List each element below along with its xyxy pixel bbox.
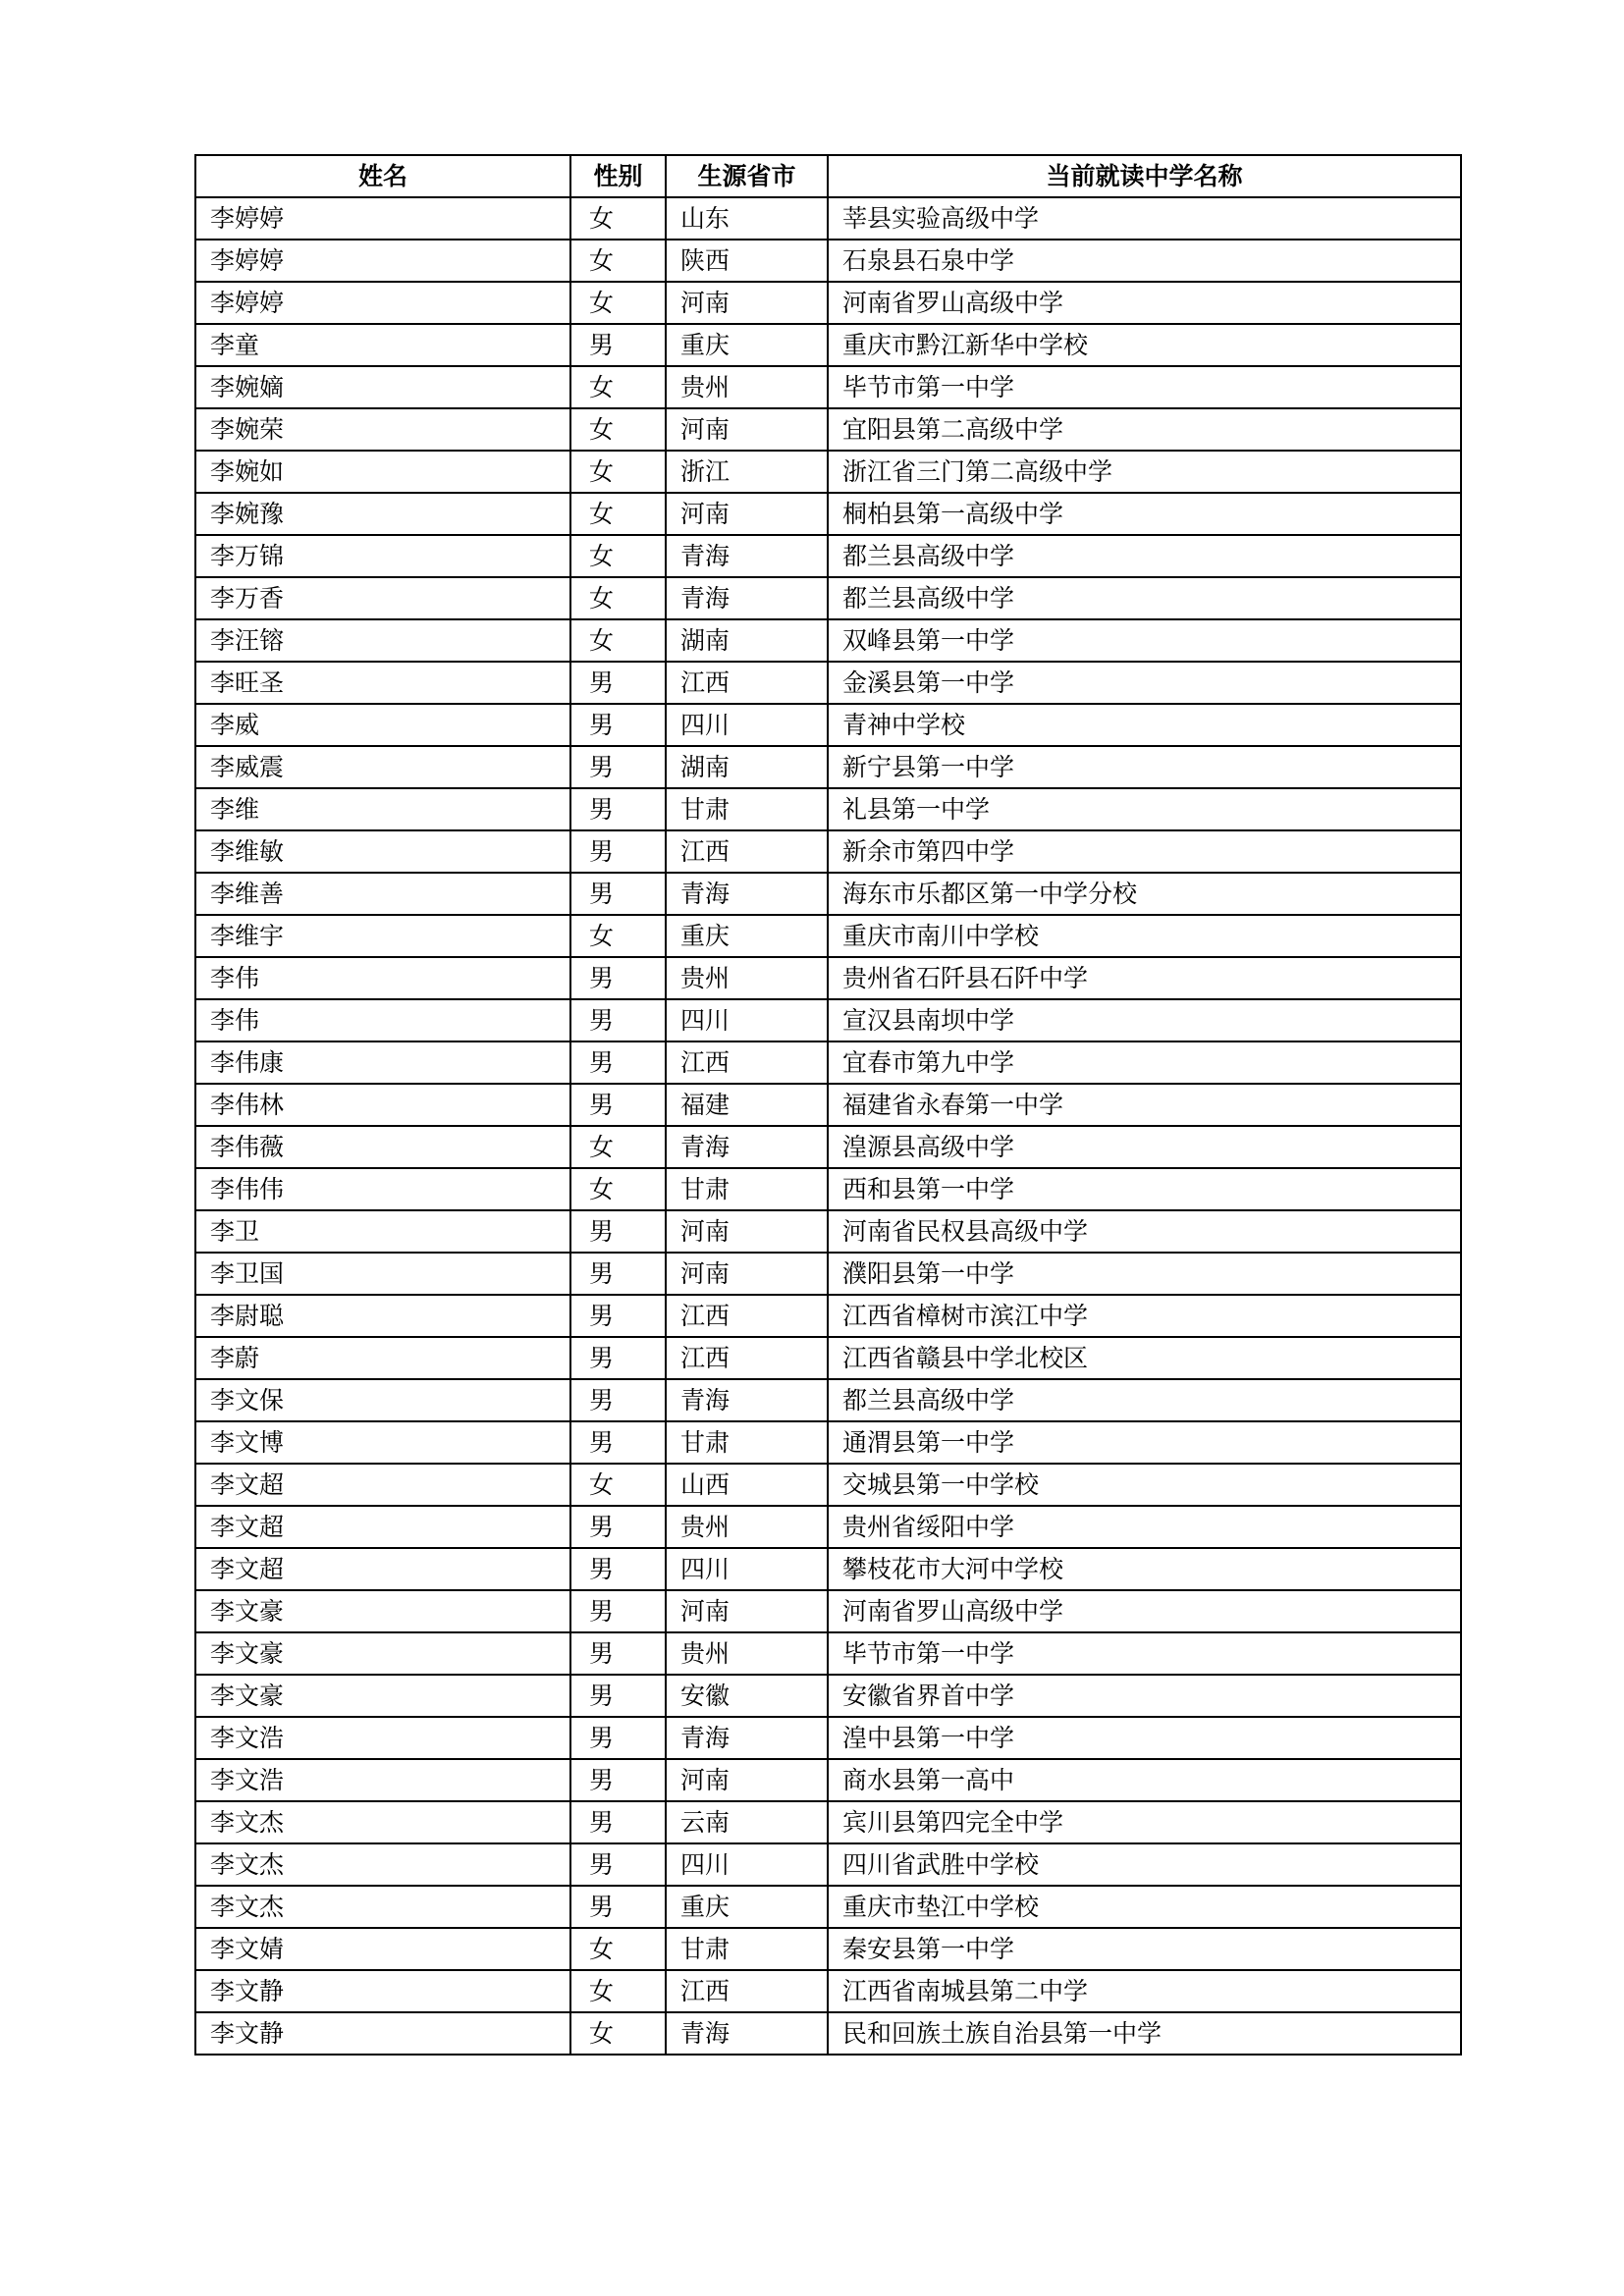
cell-school: 宜阳县第二高级中学 — [828, 408, 1461, 451]
cell-name: 李蔚 — [195, 1337, 570, 1379]
table-row — [195, 1590, 1461, 1632]
table-row — [195, 704, 1461, 746]
cell-province: 甘肃 — [666, 788, 828, 830]
table-row — [195, 197, 1461, 240]
cell-gender: 女 — [570, 1970, 666, 2012]
cell-gender: 女 — [570, 577, 666, 619]
table-row — [195, 1041, 1461, 1084]
table-row — [195, 324, 1461, 366]
cell-school: 民和回族土族自治县第一中学 — [828, 2012, 1461, 2055]
cell-province: 甘肃 — [666, 1421, 828, 1464]
table-row — [195, 873, 1461, 915]
cell-gender: 女 — [570, 451, 666, 493]
cell-province: 江西 — [666, 1041, 828, 1084]
cell-name: 李伟林 — [195, 1084, 570, 1126]
cell-gender: 男 — [570, 746, 666, 788]
cell-name: 李文婧 — [195, 1928, 570, 1970]
cell-gender: 男 — [570, 999, 666, 1041]
cell-province: 江西 — [666, 1970, 828, 2012]
cell-gender: 女 — [570, 282, 666, 324]
cell-province: 青海 — [666, 535, 828, 577]
cell-school: 都兰县高级中学 — [828, 577, 1461, 619]
cell-name: 李文杰 — [195, 1886, 570, 1928]
cell-name: 李卫国 — [195, 1253, 570, 1295]
table-row — [195, 1506, 1461, 1548]
cell-gender: 男 — [570, 1210, 666, 1253]
cell-province: 青海 — [666, 2012, 828, 2055]
cell-school: 宣汉县南坝中学 — [828, 999, 1461, 1041]
cell-province: 青海 — [666, 577, 828, 619]
cell-name: 李伟伟 — [195, 1168, 570, 1210]
cell-name: 李伟 — [195, 999, 570, 1041]
cell-name: 李威 — [195, 704, 570, 746]
table-row — [195, 619, 1461, 662]
cell-school: 重庆市垫江中学校 — [828, 1886, 1461, 1928]
cell-province: 河南 — [666, 1590, 828, 1632]
cell-gender: 女 — [570, 1168, 666, 1210]
cell-province: 河南 — [666, 1253, 828, 1295]
cell-name: 李文豪 — [195, 1590, 570, 1632]
student-table — [194, 154, 1462, 2056]
cell-school: 重庆市南川中学校 — [828, 915, 1461, 957]
cell-school: 贵州省石阡县石阡中学 — [828, 957, 1461, 999]
table-row — [195, 282, 1461, 324]
cell-gender: 女 — [570, 197, 666, 240]
cell-gender: 男 — [570, 1295, 666, 1337]
table-row — [195, 535, 1461, 577]
cell-school: 都兰县高级中学 — [828, 1379, 1461, 1421]
cell-province: 四川 — [666, 1843, 828, 1886]
table-row — [195, 451, 1461, 493]
cell-school: 湟源县高级中学 — [828, 1126, 1461, 1168]
table-row — [195, 1253, 1461, 1295]
table-row — [195, 1421, 1461, 1464]
table-row — [195, 1632, 1461, 1675]
header-school: 当前就读中学名称 — [828, 155, 1461, 197]
table-row — [195, 1464, 1461, 1506]
cell-province: 福建 — [666, 1084, 828, 1126]
cell-school: 新余市第四中学 — [828, 830, 1461, 873]
cell-province: 湖南 — [666, 746, 828, 788]
cell-gender: 男 — [570, 1337, 666, 1379]
cell-name: 李威震 — [195, 746, 570, 788]
cell-name: 李文豪 — [195, 1675, 570, 1717]
cell-school: 桐柏县第一高级中学 — [828, 493, 1461, 535]
header-gender: 性别 — [570, 155, 666, 197]
cell-school: 浙江省三门第二高级中学 — [828, 451, 1461, 493]
table-row — [195, 999, 1461, 1041]
table-row — [195, 662, 1461, 704]
header-name: 姓名 — [195, 155, 570, 197]
cell-province: 贵州 — [666, 1632, 828, 1675]
cell-name: 李维善 — [195, 873, 570, 915]
cell-gender: 男 — [570, 957, 666, 999]
cell-province: 山东 — [666, 197, 828, 240]
cell-school: 新宁县第一中学 — [828, 746, 1461, 788]
cell-gender: 女 — [570, 408, 666, 451]
cell-gender: 女 — [570, 535, 666, 577]
cell-name: 李万锦 — [195, 535, 570, 577]
cell-gender: 男 — [570, 1253, 666, 1295]
cell-school: 礼县第一中学 — [828, 788, 1461, 830]
cell-name: 李文静 — [195, 1970, 570, 2012]
cell-school: 重庆市黔江新华中学校 — [828, 324, 1461, 366]
cell-school: 商水县第一高中 — [828, 1759, 1461, 1801]
table-row — [195, 915, 1461, 957]
cell-gender: 男 — [570, 662, 666, 704]
cell-school: 河南省罗山高级中学 — [828, 1590, 1461, 1632]
table-row — [195, 1928, 1461, 1970]
cell-name: 李文杰 — [195, 1801, 570, 1843]
table-row — [195, 1843, 1461, 1886]
cell-province: 河南 — [666, 1210, 828, 1253]
table-row — [195, 830, 1461, 873]
cell-school: 金溪县第一中学 — [828, 662, 1461, 704]
cell-province: 甘肃 — [666, 1168, 828, 1210]
cell-school: 濮阳县第一中学 — [828, 1253, 1461, 1295]
cell-province: 江西 — [666, 662, 828, 704]
cell-gender: 女 — [570, 240, 666, 282]
cell-province: 云南 — [666, 1801, 828, 1843]
table-row — [195, 1337, 1461, 1379]
cell-school: 攀枝花市大河中学校 — [828, 1548, 1461, 1590]
table-row — [195, 1548, 1461, 1590]
cell-name: 李文杰 — [195, 1843, 570, 1886]
cell-school: 四川省武胜中学校 — [828, 1843, 1461, 1886]
cell-school: 秦安县第一中学 — [828, 1928, 1461, 1970]
cell-school: 江西省赣县中学北校区 — [828, 1337, 1461, 1379]
table-row — [195, 788, 1461, 830]
cell-province: 河南 — [666, 493, 828, 535]
cell-gender: 男 — [570, 1801, 666, 1843]
cell-school: 湟中县第一中学 — [828, 1717, 1461, 1759]
cell-name: 李文超 — [195, 1506, 570, 1548]
table-row — [195, 366, 1461, 408]
cell-name: 李汪镕 — [195, 619, 570, 662]
cell-province: 河南 — [666, 282, 828, 324]
cell-name: 李婉豫 — [195, 493, 570, 535]
cell-name: 李婉荣 — [195, 408, 570, 451]
cell-province: 山西 — [666, 1464, 828, 1506]
cell-school: 宾川县第四完全中学 — [828, 1801, 1461, 1843]
cell-province: 青海 — [666, 1379, 828, 1421]
table-row — [195, 493, 1461, 535]
cell-province: 江西 — [666, 1337, 828, 1379]
cell-gender: 女 — [570, 915, 666, 957]
cell-school: 都兰县高级中学 — [828, 535, 1461, 577]
cell-province: 贵州 — [666, 1506, 828, 1548]
cell-province: 青海 — [666, 873, 828, 915]
cell-name: 李维敏 — [195, 830, 570, 873]
table-row — [195, 1886, 1461, 1928]
header-province: 生源省市 — [666, 155, 828, 197]
cell-school: 宜春市第九中学 — [828, 1041, 1461, 1084]
cell-name: 李婉如 — [195, 451, 570, 493]
cell-school: 交城县第一中学校 — [828, 1464, 1461, 1506]
table-row — [195, 1084, 1461, 1126]
table-row — [195, 1801, 1461, 1843]
cell-province: 四川 — [666, 999, 828, 1041]
cell-school: 江西省南城县第二中学 — [828, 1970, 1461, 2012]
cell-gender: 男 — [570, 1506, 666, 1548]
cell-name: 李婷婷 — [195, 197, 570, 240]
cell-school: 通渭县第一中学 — [828, 1421, 1461, 1464]
cell-name: 李伟 — [195, 957, 570, 999]
cell-school: 石泉县石泉中学 — [828, 240, 1461, 282]
table-row — [195, 1168, 1461, 1210]
cell-school: 双峰县第一中学 — [828, 619, 1461, 662]
table-row — [195, 2012, 1461, 2055]
cell-name: 李文超 — [195, 1464, 570, 1506]
cell-gender: 男 — [570, 873, 666, 915]
cell-name: 李文博 — [195, 1421, 570, 1464]
cell-school: 青神中学校 — [828, 704, 1461, 746]
table-header-row — [195, 155, 1461, 197]
cell-province: 重庆 — [666, 1886, 828, 1928]
cell-name: 李文超 — [195, 1548, 570, 1590]
cell-name: 李文浩 — [195, 1759, 570, 1801]
cell-school: 福建省永春第一中学 — [828, 1084, 1461, 1126]
cell-gender: 男 — [570, 1717, 666, 1759]
cell-gender: 男 — [570, 1379, 666, 1421]
table-row — [195, 1675, 1461, 1717]
cell-name: 李文豪 — [195, 1632, 570, 1675]
cell-province: 重庆 — [666, 915, 828, 957]
table-row — [195, 577, 1461, 619]
table-row — [195, 408, 1461, 451]
cell-gender: 男 — [570, 1084, 666, 1126]
table-row — [195, 1210, 1461, 1253]
cell-province: 贵州 — [666, 957, 828, 999]
cell-name: 李文浩 — [195, 1717, 570, 1759]
cell-gender: 女 — [570, 366, 666, 408]
table-row — [195, 1759, 1461, 1801]
cell-gender: 女 — [570, 619, 666, 662]
cell-name: 李万香 — [195, 577, 570, 619]
cell-gender: 男 — [570, 1632, 666, 1675]
cell-gender: 男 — [570, 1548, 666, 1590]
cell-school: 安徽省界首中学 — [828, 1675, 1461, 1717]
table-row — [195, 1970, 1461, 2012]
cell-province: 江西 — [666, 830, 828, 873]
cell-gender: 男 — [570, 704, 666, 746]
cell-name: 李文静 — [195, 2012, 570, 2055]
cell-school: 毕节市第一中学 — [828, 1632, 1461, 1675]
table-row — [195, 1717, 1461, 1759]
cell-province: 青海 — [666, 1126, 828, 1168]
cell-name: 李伟薇 — [195, 1126, 570, 1168]
cell-province: 甘肃 — [666, 1928, 828, 1970]
cell-gender: 男 — [570, 788, 666, 830]
cell-name: 李婷婷 — [195, 282, 570, 324]
cell-gender: 男 — [570, 1590, 666, 1632]
cell-province: 湖南 — [666, 619, 828, 662]
cell-school: 海东市乐都区第一中学分校 — [828, 873, 1461, 915]
cell-name: 李旺圣 — [195, 662, 570, 704]
cell-name: 李婉嫡 — [195, 366, 570, 408]
cell-school: 莘县实验高级中学 — [828, 197, 1461, 240]
cell-gender: 男 — [570, 830, 666, 873]
cell-gender: 女 — [570, 1928, 666, 1970]
cell-name: 李伟康 — [195, 1041, 570, 1084]
cell-province: 安徽 — [666, 1675, 828, 1717]
cell-province: 陕西 — [666, 240, 828, 282]
cell-gender: 女 — [570, 1126, 666, 1168]
cell-gender: 男 — [570, 324, 666, 366]
cell-name: 李婷婷 — [195, 240, 570, 282]
cell-province: 河南 — [666, 1759, 828, 1801]
cell-name: 李维 — [195, 788, 570, 830]
cell-school: 江西省樟树市滨江中学 — [828, 1295, 1461, 1337]
table-row — [195, 240, 1461, 282]
cell-gender: 男 — [570, 1675, 666, 1717]
cell-province: 四川 — [666, 704, 828, 746]
cell-gender: 男 — [570, 1886, 666, 1928]
cell-province: 贵州 — [666, 366, 828, 408]
table-row — [195, 1379, 1461, 1421]
cell-gender: 男 — [570, 1843, 666, 1886]
cell-name: 李维宇 — [195, 915, 570, 957]
cell-province: 重庆 — [666, 324, 828, 366]
cell-gender: 男 — [570, 1041, 666, 1084]
cell-name: 李童 — [195, 324, 570, 366]
cell-school: 贵州省绥阳中学 — [828, 1506, 1461, 1548]
cell-gender: 女 — [570, 1464, 666, 1506]
cell-province: 江西 — [666, 1295, 828, 1337]
cell-name: 李尉聪 — [195, 1295, 570, 1337]
cell-school: 河南省罗山高级中学 — [828, 282, 1461, 324]
cell-province: 浙江 — [666, 451, 828, 493]
table-row — [195, 1126, 1461, 1168]
cell-province: 河南 — [666, 408, 828, 451]
cell-school: 西和县第一中学 — [828, 1168, 1461, 1210]
table-row — [195, 957, 1461, 999]
cell-gender: 女 — [570, 493, 666, 535]
cell-gender: 男 — [570, 1421, 666, 1464]
cell-school: 河南省民权县高级中学 — [828, 1210, 1461, 1253]
cell-name: 李文保 — [195, 1379, 570, 1421]
cell-school: 毕节市第一中学 — [828, 366, 1461, 408]
cell-name: 李卫 — [195, 1210, 570, 1253]
table-row — [195, 1295, 1461, 1337]
cell-gender: 男 — [570, 1759, 666, 1801]
cell-gender: 女 — [570, 2012, 666, 2055]
cell-province: 四川 — [666, 1548, 828, 1590]
cell-province: 青海 — [666, 1717, 828, 1759]
table-body — [195, 197, 1461, 2055]
table-row — [195, 746, 1461, 788]
